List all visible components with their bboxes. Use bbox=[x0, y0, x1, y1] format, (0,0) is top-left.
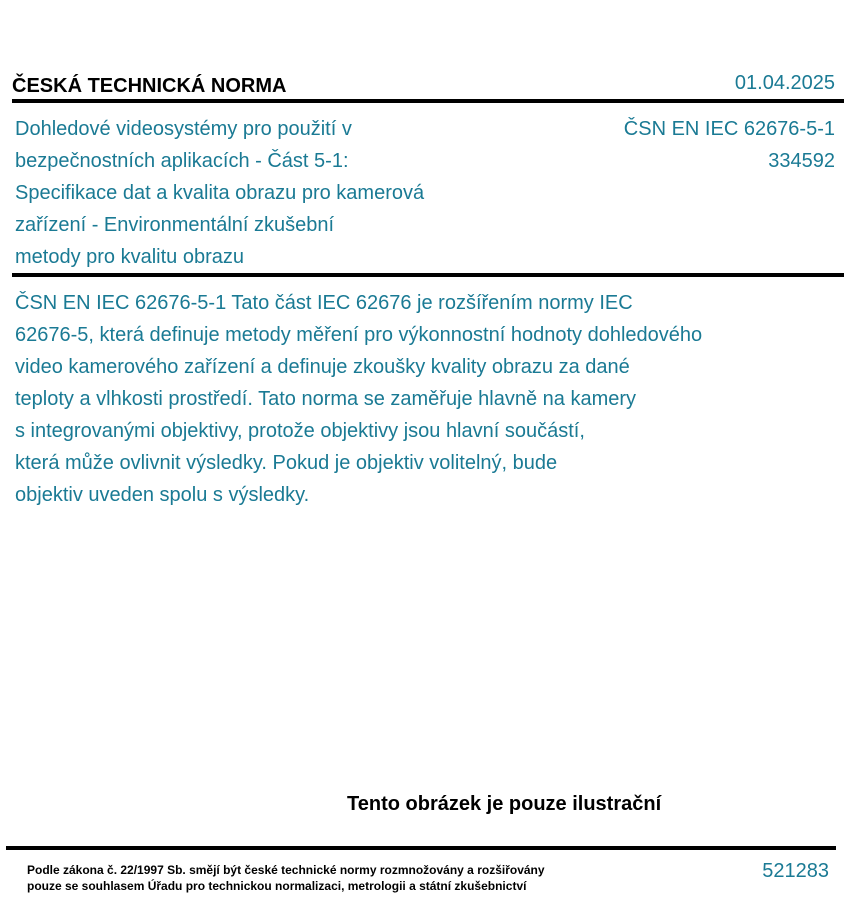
publication-date: 01.04.2025 bbox=[734, 72, 835, 94]
header-divider bbox=[12, 99, 844, 103]
document-title-line: Dohledové videosystémy pro použití v bbox=[15, 118, 352, 140]
document-title-line: zařízení - Environmentální zkušební bbox=[15, 214, 335, 236]
abstract-line: která může ovlivnit výsledky. Pokud je objektiv volitelný, bude bbox=[15, 452, 558, 474]
document-identifiers bbox=[624, 113, 835, 177]
document-title bbox=[15, 113, 485, 273]
abstract-line: 62676-5, která definuje metody měření pro výkonnostní hodnoty dohledového bbox=[15, 324, 703, 346]
abstract bbox=[15, 287, 815, 511]
abstract-line: ČSN EN IEC 62676-5-1 Tato část IEC 62676 je rozšířením normy IEC bbox=[15, 292, 633, 314]
copyright-note bbox=[27, 862, 545, 894]
title-divider bbox=[12, 273, 844, 277]
abstract-line: objektiv uveden spolu s výsledky. bbox=[15, 484, 310, 506]
copyright-note-line: pouze se souhlasem Úřadu pro technickou normalizaci, metrologii a státní zkušebnictví bbox=[27, 879, 527, 893]
abstract-line: teploty a vlhkosti prostředí. Tato norma se zaměřuje hlavně na kamery bbox=[15, 388, 637, 410]
copyright-note-line: Podle zákona č. 22/1997 Sb. smějí být české technické normy rozmnožovány a rozšiřovány bbox=[27, 863, 545, 877]
footer-divider bbox=[6, 846, 836, 850]
document-title-line: metody pro kvalitu obrazu bbox=[15, 246, 245, 268]
illustration-note: Tento obrázek je pouze ilustrační bbox=[347, 793, 662, 815]
standard-code: ČSN EN IEC 62676-5-1 bbox=[623, 118, 835, 140]
document-title-line: Specifikace dat a kvalita obrazu pro kamerová bbox=[15, 182, 425, 204]
abstract-line: video kamerového zařízení a definuje zkoušky kvality obrazu za dané bbox=[15, 356, 630, 378]
footer-document-id: 521283 bbox=[762, 860, 829, 882]
abstract-line: s integrovanými objektivy, protože objektivy jsou hlavní součástí, bbox=[15, 420, 585, 442]
header-title: ČESKÁ TECHNICKÁ NORMA bbox=[12, 75, 287, 97]
document-title-line: bezpečnostních aplikacích - Část 5-1: bbox=[15, 150, 349, 172]
catalog-number: 334592 bbox=[768, 150, 835, 172]
